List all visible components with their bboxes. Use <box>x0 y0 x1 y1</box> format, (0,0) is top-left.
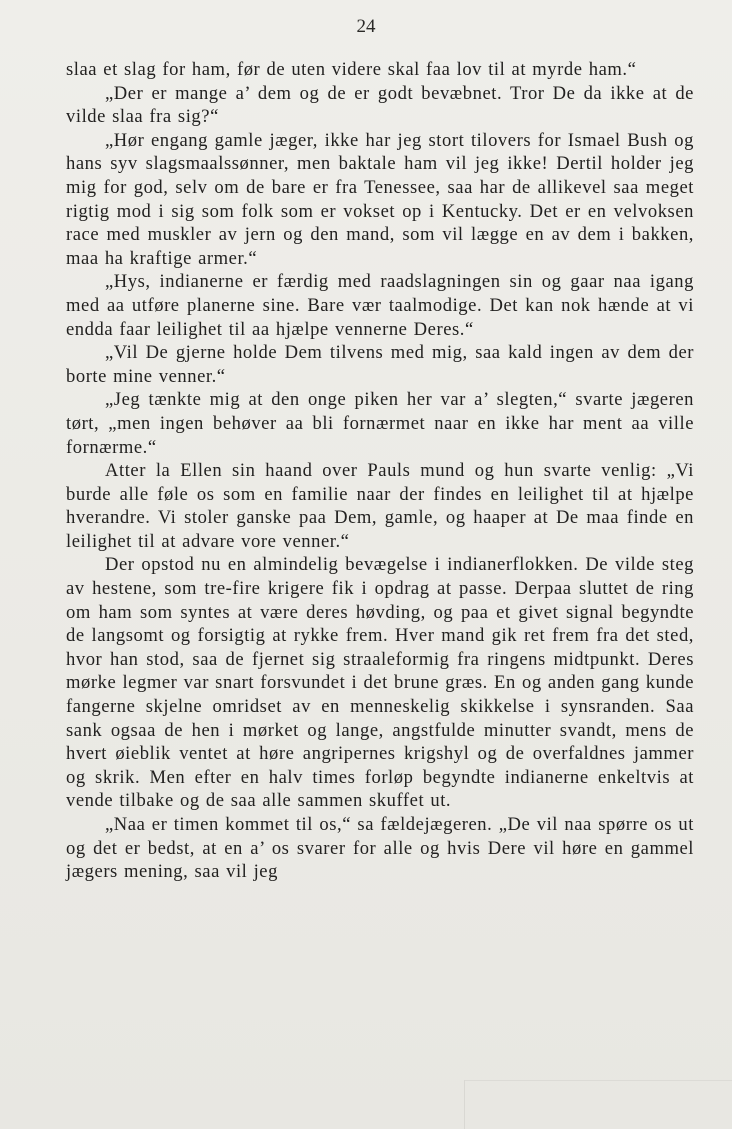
paragraph: Atter la Ellen sin haand over Pauls mund og hun svarte venlig: „Vi burde alle føle os som en familie naar der findes en leilighet til at hjælpe hverandre. Vi stoler ganske paa Dem, gamle, og haaper at De maa finde en leilighet til at advare vore venner.“ <box>66 460 694 552</box>
paragraph: „Hør engang gamle jæger, ikke har jeg stort tilovers for Ismael Bush og hans syv slagsmaalssønner, men baktale ham vil jeg ikke! Dertil holder jeg mig for god, selv om de bare er fra Tenessee, saa har de allikevel saa meget rigtig mod i sig som folk som er vokset op i Kentucky. Det er en velvoksen race med muskler av jern og den mand, som vil lægge en av dem i bakken, maa ha kraftige armer.“ <box>66 129 694 269</box>
paragraph: „Der er mange a’ dem og de er godt bevæbnet. Tror De da ikke at de vilde slaa fra sig?“ <box>66 82 694 128</box>
paragraph: „Vil De gjerne holde Dem tilvens med mig, saa kald ingen av dem der borte mine venner.“ <box>66 342 694 387</box>
paragraph: „Hys, indianerne er færdig med raadslagningen sin og gaar naa igang med aa utføre planerne sine. Bare vær taalmodige. Det kan nok hænde at vi endda faar leilighet til aa hjælpe vennerne Deres.“ <box>66 271 694 340</box>
paragraph: „Naa er timen kommet til os,“ sa fældejægeren. „De vil naa spørre os ut og det er bedst, at en a’ os svarer for alle og hvis Dere vil høre en gammel jægers mening, saa vil jeg <box>66 814 694 883</box>
paragraph: slaa et slag for ham, før de uten videre skal faa lov til at myrde ham.“ <box>66 59 637 80</box>
page-body-text <box>66 58 694 884</box>
scan-edge-line <box>464 1080 732 1081</box>
paragraph: Der opstod nu en almindelig bevægelse i indianerflokken. De vilde steg av hestene, som tre-fire krigere fik i opdrag at passe. Derpaa sluttet de ring om ham som syntes at være deres høvding, og paa et givet signal begyndte de langsomt og forsigtig at rykke frem. Hver mand gik ret frem fra det sted, hvor han stod, saa de fjernet sig straaleformig fra ringens midtpunkt. Deres mørke legmer var snart forsvundet i det brune græs. En og anden gang kunde fangerne skjelne omridset av en menneskelig skikkelse i synsranden. Saa sank ogsaa de hen i mørket og lange, angstfulde minutter svandt, mens de hvert øieblik ventet at høre angripernes krigshyl og de overfaldnes jammer og skrik. Men efter en halv times forløp begyndte indianerne enkeltvis at vende tilbake og de saa alle sammen skuffet ut. <box>66 554 694 812</box>
paragraph: „Jeg tænkte mig at den onge piken her var a’ slegten,“ svarte jægeren tørt, „men ingen behøver aa bli fornærmet naar en ikke har ment aa ville fornærme.“ <box>66 389 694 458</box>
page-number: 24 <box>356 16 376 37</box>
scan-edge-line <box>464 1080 465 1129</box>
